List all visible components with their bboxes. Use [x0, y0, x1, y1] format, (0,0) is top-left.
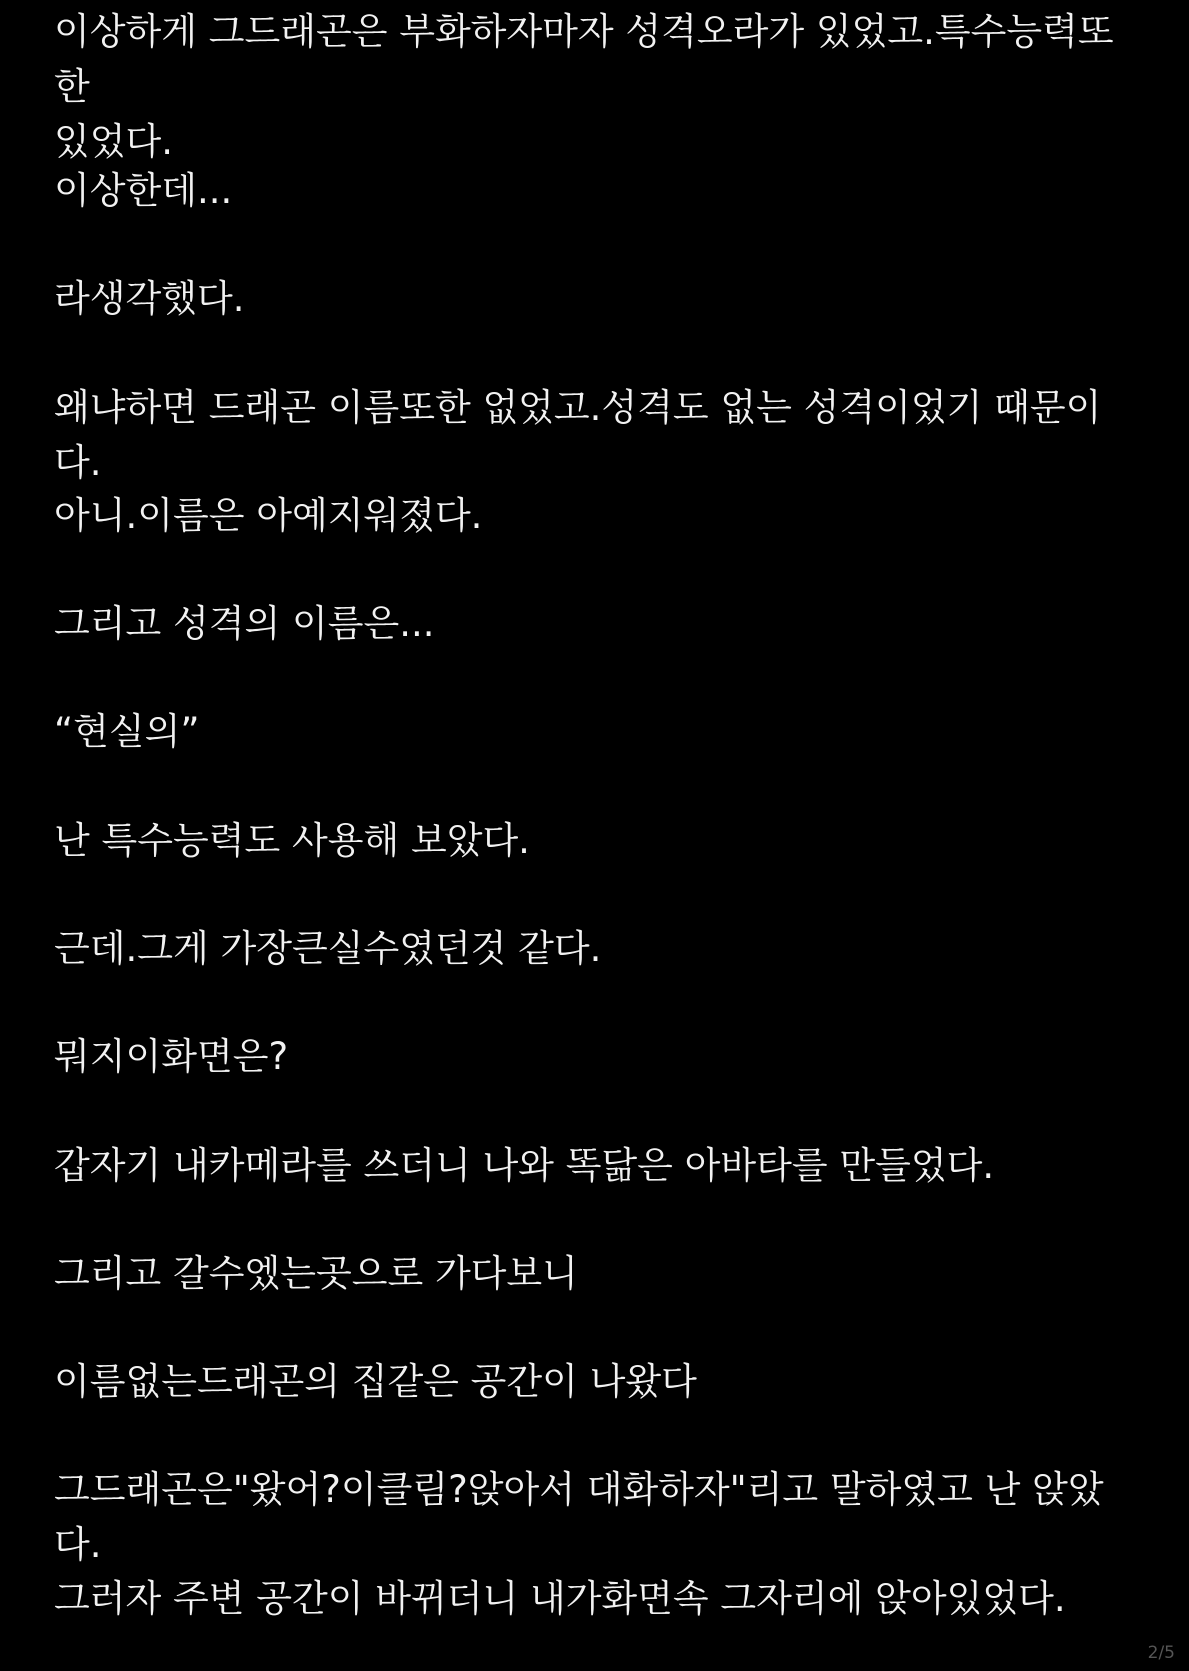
paragraph: 그드래곤은"왔어?이클림?앉아서 대화하자"리고 말하였고 난 앉았다. — [54, 1468, 1104, 1566]
paragraph: 이상한데... — [54, 169, 233, 212]
paragraph: 라생각했다. — [54, 277, 245, 320]
paragraph: 난 특수능력도 사용해 보았다. — [54, 819, 530, 862]
paragraph: 근데.그게 가장큰실수였던것 같다. — [54, 927, 602, 970]
paragraph: 갑자기 내카메라를 쓰더니 나와 똑닮은 아바타를 만들었다. — [54, 1144, 995, 1187]
paragraph: “현실의” — [54, 710, 200, 753]
paragraph: 그리고 갈수엤는곳으로 가다보니 — [54, 1252, 578, 1295]
paragraph: 뭐지이화면은? — [54, 1035, 289, 1078]
paragraph: 왜냐하면 드래곤 이름또한 없었고.성격도 없는 성격이었기 때문이다. — [54, 386, 1102, 484]
page-indicator: 2/5 — [1147, 1643, 1175, 1663]
paragraph: 그러자 주변 공간이 바뀌더니 내가화면속 그자리에 앉아있었다. — [54, 1577, 1066, 1620]
paragraph: 이름없는드래곤의 집같은 공간이 나왔다 — [54, 1360, 697, 1403]
paragraph: 아니.이름은 아예지워졌다. — [54, 494, 483, 537]
paragraph: 그리고 성격의 이름은... — [54, 602, 435, 645]
paragraph: 이상하게 그드래곤은 부화하자마자 성격오라가 있었고.특수능력또한 있었다. — [54, 10, 1114, 163]
